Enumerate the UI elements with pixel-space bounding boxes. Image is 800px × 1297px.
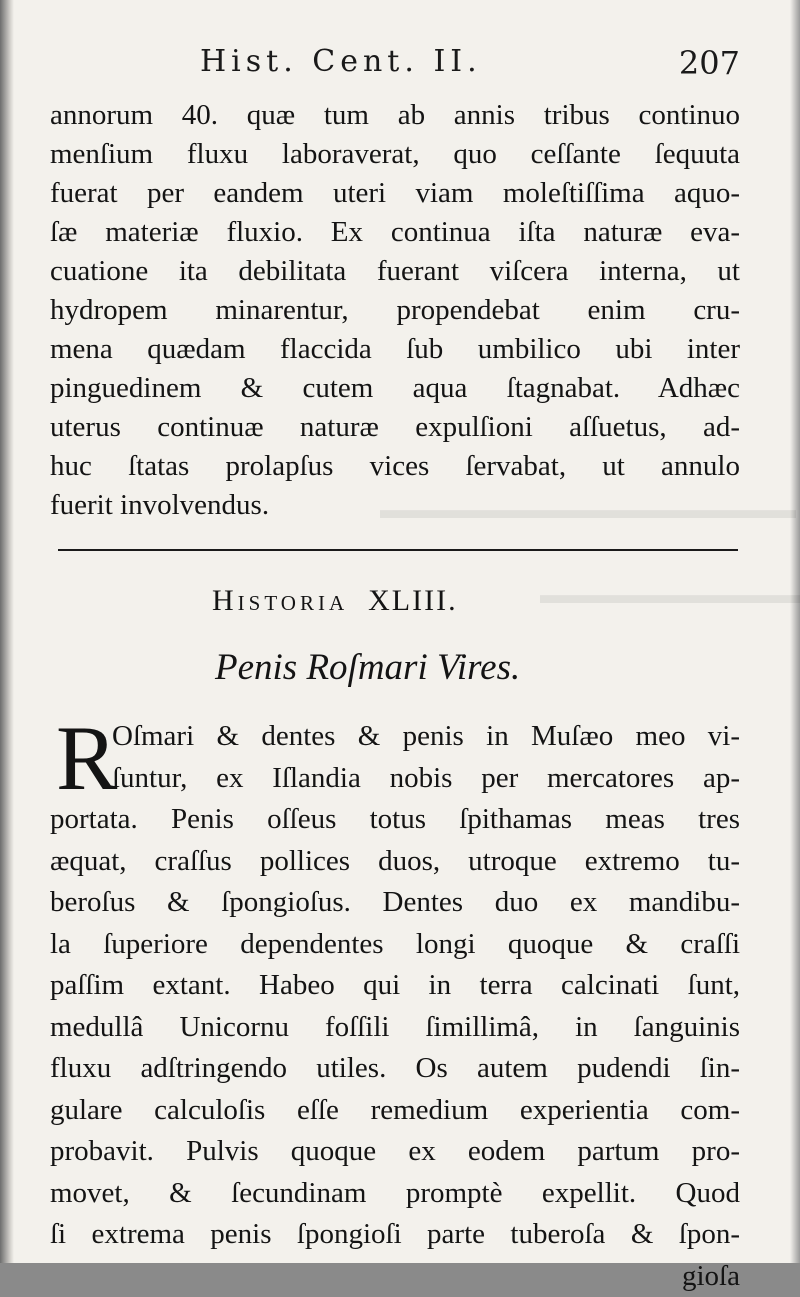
show-through-texture: ▬▬▬▬▬▬▬▬▬▬ — [540, 580, 800, 610]
catchword: gioſa — [50, 1256, 740, 1297]
text-line: huc ſtatas prolapſus vices ſervabat, ut annulo — [50, 447, 740, 486]
page-edge-right — [790, 0, 800, 1263]
section-number: XLIII. — [368, 584, 457, 617]
text-line: ſuntur, ex Iſlandia nobis per mercatores ap- — [112, 758, 740, 800]
section-heading — [212, 584, 458, 618]
main-paragraph — [50, 716, 740, 1297]
text-line: menſium fluxu laboraverat, quo ceſſante ſequuta — [50, 135, 740, 174]
text-line: la ſuperiore dependentes longi quoque & craſſi — [50, 924, 740, 966]
section-title: Penis Roſmari Vires. — [215, 646, 520, 689]
text-line: medullâ Unicornu foſſili ſimillimâ, in ſanguinis — [50, 1007, 740, 1049]
text-line: ſæ materiæ fluxio. Ex continua iſta naturæ eva- — [50, 213, 740, 252]
text-line: annorum 40. quæ tum ab annis tribus continuo — [50, 96, 740, 135]
text-line: æquat, craſſus pollices duos, utroque extremo tu- — [50, 841, 740, 883]
text-line: cuatione ita debilitata fuerant viſcera interna, ut — [50, 252, 740, 291]
section-label: Historia — [212, 584, 348, 617]
text-line: probavit. Pulvis quoque ex eodem partum pro- — [50, 1131, 740, 1173]
text-line: paſſim extant. Habeo qui in terra calcinati ſunt, — [50, 965, 740, 1007]
text-line: mena quædam flaccida ſub umbilico ubi inter — [50, 330, 740, 369]
text-line: fuerit involvendus. — [50, 486, 740, 525]
page-header — [200, 44, 740, 94]
text-line: movet, & ſecundinam promptè expellit. Quod — [50, 1173, 740, 1215]
text-line: pinguedinem & cutem aqua ſtagnabat. Adhæc — [50, 369, 740, 408]
text-line: gulare calculoſis eſſe remedium experientia com- — [50, 1090, 740, 1132]
page-gutter-left — [0, 0, 14, 1263]
page-number: 207 — [679, 44, 740, 82]
drop-cap: R — [56, 712, 117, 804]
text-line: fuerat per eandem uteri viam moleſtiſſima aquo- — [50, 174, 740, 213]
text-line: Oſmari & dentes & penis in Muſæo meo vi- — [112, 716, 740, 758]
section-divider — [58, 549, 738, 551]
text-line: beroſus & ſpongioſus. Dentes duo ex mandibu- — [50, 882, 740, 924]
text-line: hydropem minarentur, propendebat enim cru- — [50, 291, 740, 330]
continued-paragraph — [50, 96, 740, 525]
show-through-texture: ▬▬▬▬▬▬▬▬▬▬▬▬▬▬▬▬ — [380, 495, 796, 525]
text-line: uterus continuæ naturæ expulſioni aſſuetus, ad- — [50, 408, 740, 447]
text-line: portata. Penis oſſeus totus ſpithamas meas tres — [50, 799, 740, 841]
text-line: ſi extrema penis ſpongioſi parte tuberoſa & ſpon- — [50, 1214, 740, 1256]
running-title: Hist. Cent. II. — [200, 44, 482, 79]
text-line: fluxu adſtringendo utiles. Os autem pudendi ſin- — [50, 1048, 740, 1090]
